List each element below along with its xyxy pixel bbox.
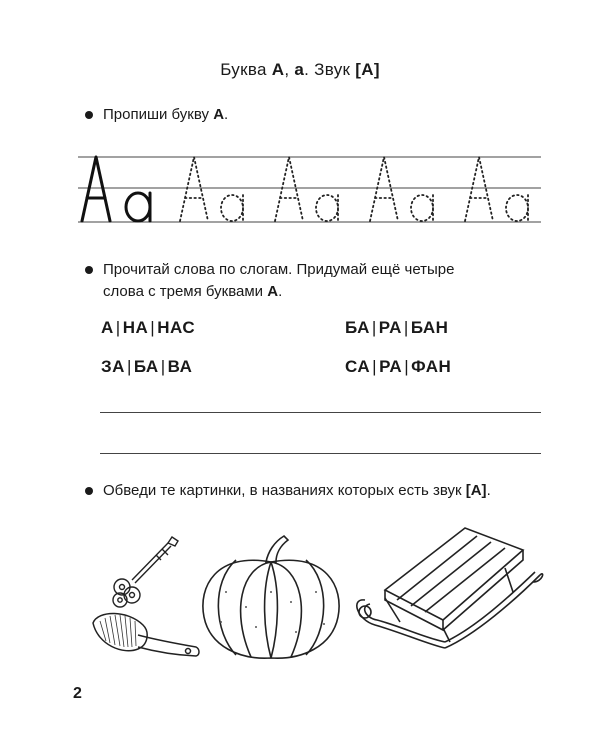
bullet-icon [85, 266, 93, 274]
traced-letter-upper [275, 157, 303, 221]
task-read-syllables: Прочитай слова по слогам. Придумай ещё четыре слова с тремя буквами А. [85, 259, 545, 303]
word-anonas: А | НА | НАС [101, 318, 196, 337]
letter-A-upper-solid [82, 157, 110, 221]
page-title: Буква А, а. Звук [А] [220, 60, 380, 79]
page-number: 2 [73, 685, 82, 702]
traced-letter-upper [370, 157, 398, 221]
bullet-icon [85, 111, 93, 119]
answer-line-1[interactable] [100, 412, 541, 413]
key-icon[interactable] [110, 525, 190, 610]
traced-letter-upper [465, 157, 493, 221]
sled-icon[interactable] [345, 520, 545, 660]
traced-letter-lower [221, 195, 243, 221]
word-sarafan: СА | РА | ФАН [345, 357, 452, 376]
pumpkin-icon[interactable] [196, 532, 346, 662]
handwriting-practice[interactable] [0, 145, 600, 235]
traced-letter-upper [180, 157, 208, 221]
bullet-icon [85, 487, 93, 495]
traced-letter-lower [316, 195, 338, 221]
word-baraban: БА | РА | БАН [345, 318, 449, 337]
task-trace-letter: Пропиши букву А. [85, 104, 545, 126]
word-zabava: ЗА | БА | ВА [101, 357, 193, 376]
traced-letter-lower [411, 195, 433, 221]
answer-line-2[interactable] [100, 453, 541, 454]
traced-letter-lower [506, 195, 528, 221]
task-circle-pictures: Обведи те картинки, в названиях которых есть звук [А]. [85, 480, 545, 502]
letter-a-lower-solid [126, 193, 150, 221]
hairbrush-icon[interactable] [88, 605, 203, 665]
